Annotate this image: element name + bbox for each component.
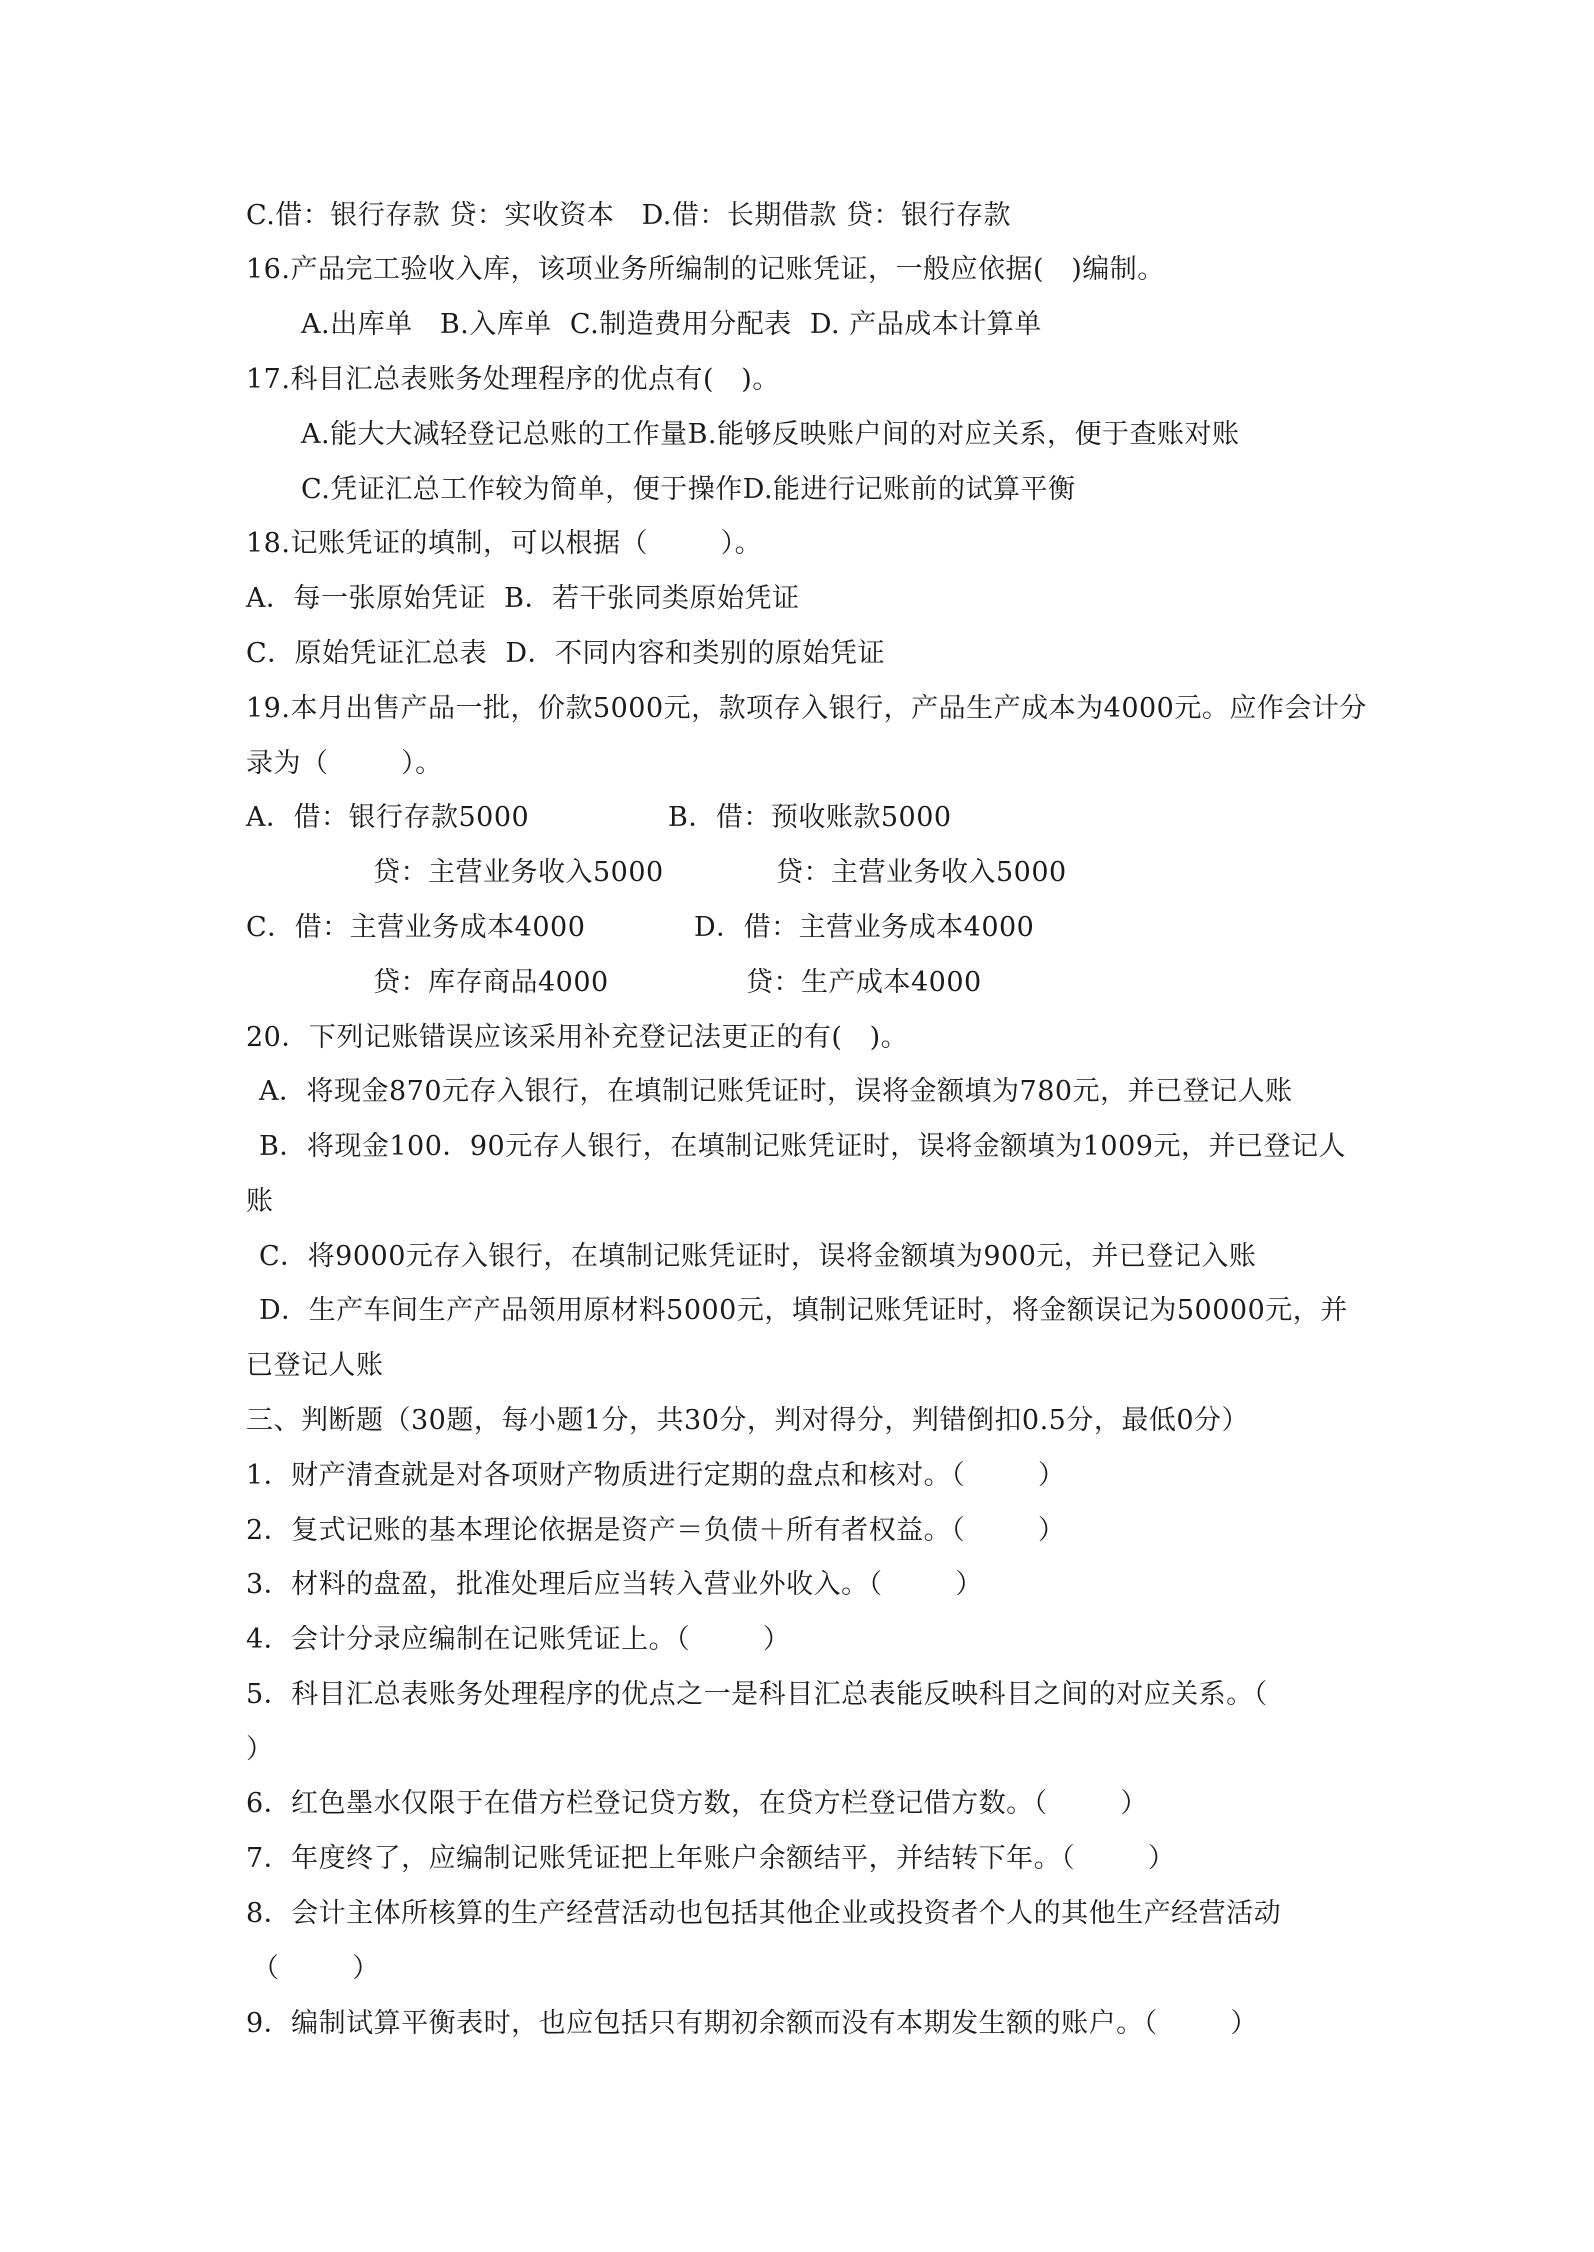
judgment-3: 3．材料的盘盈，批准处理后应当转入营业外收入。（ ） <box>246 1569 983 1600</box>
q17-option-ab: A.能大大减轻登记总账的工作量B.能够反映账户间的对应关系，便于查账对账 <box>301 419 1240 450</box>
question-19: 19.本月出售产品一批，价款5000元，款项存入银行，产品生产成本为4000元。应作会计分 <box>246 693 1367 724</box>
q20-option-a: A．将现金870元存入银行，在填制记账凭证时，误将金额填为780元，并已登记人账 <box>259 1076 1293 1107</box>
q20-option-d: D．生产车间生产产品领用原材料5000元，填制记账凭证时，将金额误记为50000元，并 <box>259 1295 1348 1326</box>
judgment-8: 8．会计主体所核算的生产经营活动也包括其他企业或投资者个人的其他生产经营活动 <box>246 1898 1282 1929</box>
judgment-6: 6．红色墨水仅限于在借方栏登记贷方数，在贷方栏登记借方数。（ ） <box>246 1788 1148 1819</box>
judgment-4: 4．会计分录应编制在记账凭证上。（ ） <box>246 1624 791 1655</box>
q19-option-a-debit: A．借：银行存款5000 <box>246 802 530 833</box>
q19-option-d-debit: D．借：主营业务成本4000 <box>694 912 1035 943</box>
q19-option-b-debit: B．借：预收账款5000 <box>668 802 952 833</box>
q20-option-d-cont: 已登记人账 <box>246 1350 384 1381</box>
judgment-2: 2．复式记账的基本理论依据是资产＝负债＋所有者权益。（ ） <box>246 1515 1066 1546</box>
q20-option-c: C．将9000元存入银行，在填制记账凭证时，误将金额填为900元，并已登记入账 <box>259 1241 1257 1272</box>
judgment-5-cont: ） <box>246 1734 274 1765</box>
q20-option-b-cont: 账 <box>246 1186 274 1217</box>
q19-option-c-credit: 贷：库存商品4000 <box>373 967 609 998</box>
judgment-7: 7．年度终了，应编制记账凭证把上年账户余额结平，并结转下年。（ ） <box>246 1843 1176 1874</box>
section-heading-judgment: 三、判断题（30题，每小题1分，共30分，判对得分，判错倒扣0.5分，最低0分） <box>246 1405 1250 1436</box>
judgment-5: 5．科目汇总表账务处理程序的优点之一是科目汇总表能反映科目之间的对应关系。（ <box>246 1679 1268 1710</box>
q19-option-a-credit: 贷：主营业务收入5000 <box>373 857 664 888</box>
text-line: C.借：银行存款 贷：实收资本 D.借：长期借款 贷：银行存款 <box>246 200 1011 231</box>
q19-option-b-credit: 贷：主营业务收入5000 <box>776 857 1067 888</box>
q19-option-d-credit: 贷：生产成本4000 <box>746 967 982 998</box>
q19-option-c-debit: C．借：主营业务成本4000 <box>246 912 586 943</box>
question-20: 20．下列记账错误应该采用补充登记法更正的有( )。 <box>246 1022 909 1053</box>
judgment-1: 1．财产清查就是对各项财产物质进行定期的盘点和核对。（ ） <box>246 1460 1066 1491</box>
question-19-cont: 录为（ ）。 <box>246 748 443 779</box>
judgment-8-cont: （ ） <box>252 1953 380 1984</box>
question-16: 16.产品完工验收入库，该项业务所编制的记账凭证，一般应依据( )编制。 <box>246 254 1165 285</box>
question-18: 18.记账凭证的填制，可以根据（ ）。 <box>246 528 763 559</box>
q18-option-ab: A．每一张原始凭证 B．若干张同类原始凭证 <box>246 583 800 614</box>
q18-option-cd: C．原始凭证汇总表 D．不同内容和类别的原始凭证 <box>246 638 885 669</box>
q16-options: A.出库单 B.入库单 C.制造费用分配表 D. 产品成本计算单 <box>301 309 1042 340</box>
question-17: 17.科目汇总表账务处理程序的优点有( )。 <box>246 364 780 395</box>
q17-option-cd: C.凭证汇总工作较为简单，便于操作D.能进行记账前的试算平衡 <box>301 474 1076 505</box>
q20-option-b: B．将现金100．90元存人银行，在填制记账凭证时，误将金额填为1009元，并已登记人 <box>259 1131 1346 1162</box>
judgment-9: 9．编制试算平衡表时，也应包括只有期初余额而没有本期发生额的账户。（ ） <box>246 2008 1258 2039</box>
